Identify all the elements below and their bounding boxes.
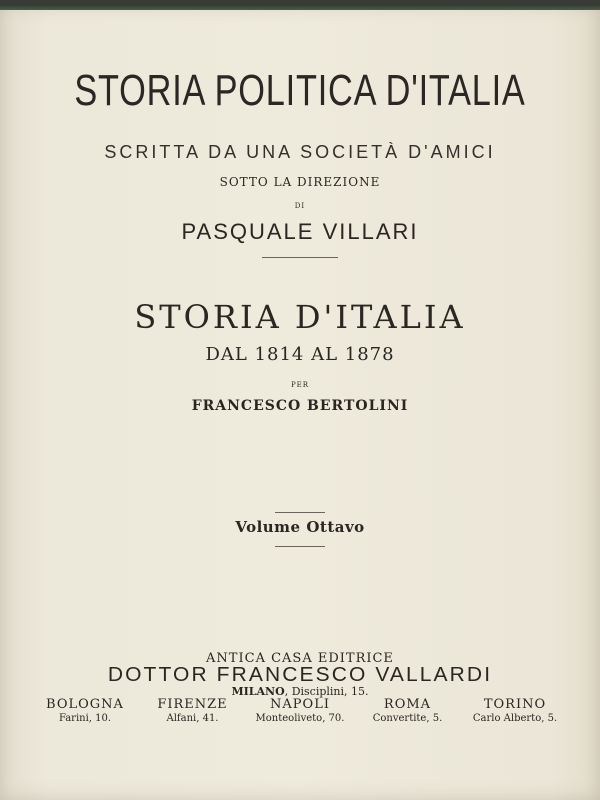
publisher-name: DOTTOR FRANCESCO VALLARDI [107, 664, 493, 686]
branch-address: Carlo Alberto, 5. [472, 713, 558, 724]
divider-rule [275, 512, 325, 513]
branch-item [363, 697, 453, 724]
volume-number: Volume Ottavo [235, 518, 365, 536]
branch-address: Convertite, 5. [372, 713, 443, 724]
main-title: STORIA POLITICA D'ITALIA [74, 66, 526, 115]
branch-address: Alfani, 41. [166, 713, 219, 724]
volume-title: STORIA D'ITALIA [134, 298, 466, 336]
date-range: DAL 1814 AL 1878 [205, 344, 395, 365]
branch-city: TORINO [483, 697, 547, 712]
branch-city: FIRENZE [157, 697, 228, 712]
binding-edge [0, 4, 600, 10]
publisher-street: , Disciplini, 15. [284, 685, 369, 698]
branch-item [40, 697, 130, 724]
branch-item [470, 697, 560, 724]
subtitle: SCRITTA DA UNA SOCIETÀ D'AMICI [104, 142, 496, 162]
divider-rule [262, 257, 338, 258]
branch-item [255, 697, 345, 724]
author-name: FRANCESCO BERTOLINI [191, 398, 409, 414]
branch-item [148, 697, 238, 724]
branch-list [40, 697, 560, 724]
publisher-line: ANTICA CASA EDITRICE [206, 651, 394, 666]
per-label: PER [290, 381, 310, 389]
publisher-city: MILANO [231, 685, 285, 698]
branch-address: Monteoliveto, 70. [255, 713, 345, 724]
branch-city: NAPOLI [270, 697, 330, 712]
branch-city: ROMA [383, 697, 432, 712]
director-name: PASQUALE VILLARI [181, 219, 419, 244]
di-label: DI [294, 202, 306, 210]
divider-rule [275, 546, 325, 547]
branch-city: BOLOGNA [46, 697, 124, 712]
direction-label: SOTTO LA DIREZIONE [219, 175, 381, 189]
branch-address: Farini, 10. [58, 713, 112, 724]
